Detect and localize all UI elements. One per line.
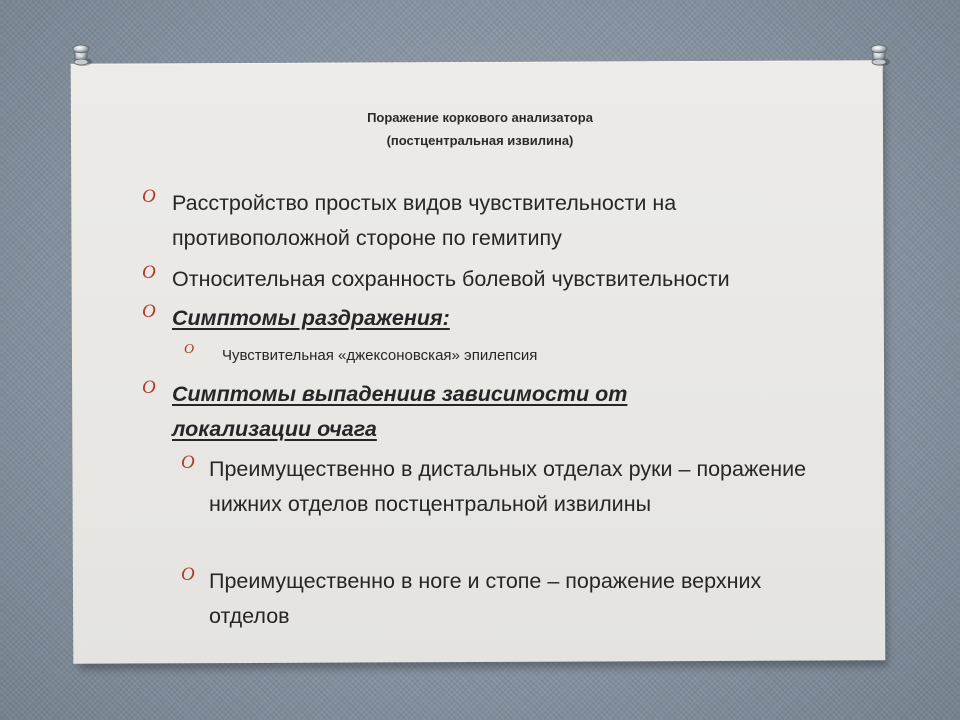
list-item-text: Симптомы выпадениив зависимости от локализации очага (172, 382, 628, 441)
list-item (181, 452, 829, 522)
list-item (142, 262, 862, 297)
slide-title-line-1: Поражение коркового анализатора (367, 110, 593, 125)
list-item-text: Относительная сохранность болевой чувствительности (172, 267, 730, 291)
bullet-marker: O (142, 262, 156, 283)
list-item-text: Симптомы раздражения: (172, 306, 450, 330)
list-item (142, 186, 852, 256)
list-item (181, 564, 829, 634)
slide-title-line-2: (постцентральная извилина) (386, 133, 574, 148)
list-item-text: Чувствительная «джексоновская» эпилепсия (222, 347, 538, 364)
list-item (184, 342, 842, 367)
bullet-marker: O (181, 564, 195, 585)
bullet-marker: O (142, 377, 156, 398)
list-item (142, 377, 732, 447)
list-item-text: Расстройство простых видов чувствительности на противоположной стороне по гемитипу (172, 191, 677, 250)
bullet-marker: O (142, 186, 156, 207)
bullet-marker: O (142, 301, 156, 322)
list-item-text: Преимущественно в дистальных отделах руки – поражение нижних отделов постцентральной извилины (209, 457, 807, 516)
list-item (142, 301, 852, 336)
bullet-marker: O (181, 452, 195, 473)
bullet-marker: O (184, 342, 195, 357)
list-item-text: Преимущественно в ноге и стопе – поражение верхних отделов (209, 569, 762, 628)
